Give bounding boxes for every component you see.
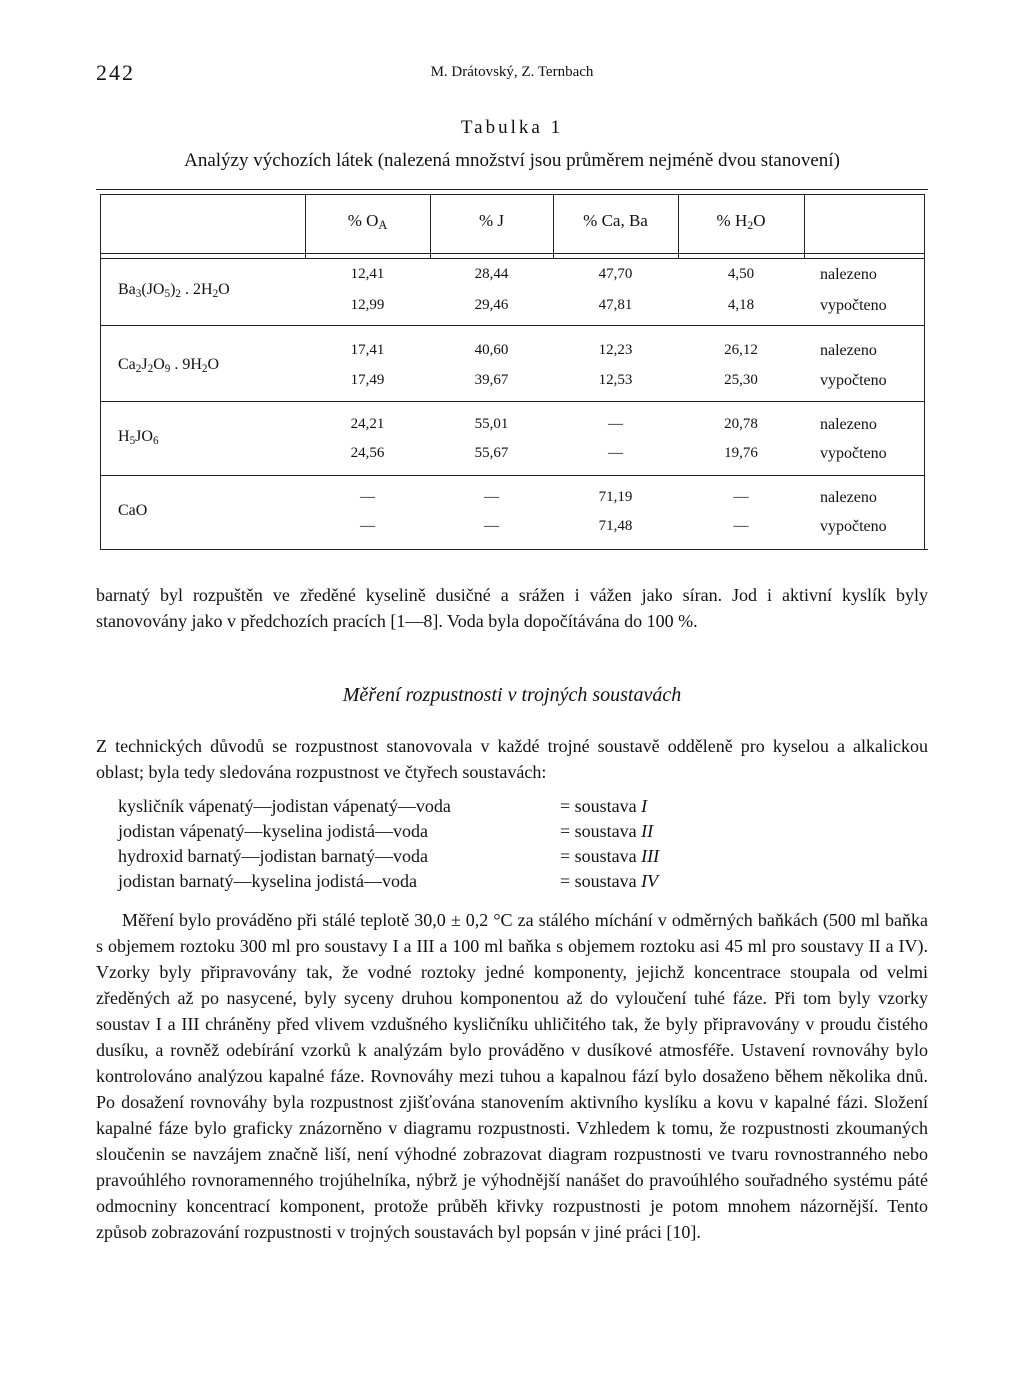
- table-cell: —: [484, 518, 499, 534]
- table-rule: [100, 194, 101, 549]
- system-label: = soustava IV: [560, 871, 659, 891]
- calc-label: vypočteno: [820, 372, 887, 389]
- calc-label: vypočteno: [820, 518, 887, 535]
- table-rule: [100, 194, 924, 195]
- table-title: Tabulka 1: [460, 117, 564, 138]
- column-header: % J: [478, 211, 505, 230]
- table-cell: 24,21: [350, 416, 385, 432]
- calc-label: vypočteno: [820, 445, 887, 462]
- system-name: jodistan vápenatý—kyselina jodistá—voda: [118, 821, 428, 841]
- table-rule: [100, 258, 924, 259]
- paragraph: barnatý byl rozpuštěn ve zředěné kyselině dusičné a srážen i vážen jako síran. Jod i aktivní kyslík byly stanovovány jako v předchozích pracích [1—8]. Voda byla dopočítávána do 100 %.: [96, 585, 928, 631]
- table-caption: Analýzy výchozích látek (nalezená množství jsou průměrem nejméně dvou stanovení): [184, 150, 840, 171]
- table-cell: 20,78: [724, 416, 758, 432]
- table-cell: —: [608, 416, 623, 432]
- table-cell: 55,67: [474, 445, 509, 461]
- table-cell: 19,76: [724, 445, 758, 461]
- table-cell: —: [360, 518, 375, 534]
- system-name: jodistan barnatý—kyselina jodistá—voda: [118, 871, 417, 891]
- table-rule: [804, 194, 805, 258]
- row-label: $Ca_2J_2O_9$ . $9H_2O$: [118, 356, 220, 375]
- system-label: = soustava II: [560, 821, 654, 841]
- table-cell: —: [733, 489, 749, 505]
- page-number: 242: [96, 60, 135, 85]
- row-label: CaO: [118, 502, 148, 519]
- table-cell: 47,70: [598, 266, 633, 282]
- table-cell: 12,41: [350, 266, 385, 282]
- system-label: = soustava III: [560, 846, 660, 866]
- table-top-rule: [96, 189, 928, 190]
- table-cell: 4,18: [727, 297, 755, 313]
- table-rule: [100, 253, 924, 254]
- table-bottom-rule: [100, 549, 928, 550]
- table-cell: 26,12: [724, 342, 758, 358]
- table-cell: 28,44: [474, 266, 509, 282]
- column-header: % Ca, Ba: [583, 211, 648, 230]
- table-cell: 71,48: [598, 518, 633, 534]
- table-cell: 40,60: [474, 342, 509, 358]
- table-cell: 71,19: [598, 489, 633, 505]
- calc-label: vypočteno: [820, 297, 887, 314]
- found-label: nalezeno: [820, 266, 877, 283]
- table-rule: [100, 325, 924, 326]
- section-heading: Měření rozpustnosti v trojných soustavách: [342, 684, 682, 706]
- table-cell: —: [608, 445, 623, 461]
- table-cell: 39,67: [474, 372, 509, 388]
- system-name: kysličník vápenatý—jodistan vápenatý—voda: [118, 796, 451, 816]
- table-cell: 17,41: [350, 342, 385, 358]
- found-label: nalezeno: [820, 342, 877, 359]
- table-cell: —: [733, 518, 749, 534]
- row-label: $H_5JO_6$: [118, 428, 159, 447]
- paragraph: Z technických důvodů se rozpustnost stanovovala v každé trojné soustavě odděleně pro kyselou a alkalickou oblast; byla tedy sledována rozpustnost ve čtyřech soustavách:: [96, 736, 928, 782]
- table-cell: 47,81: [598, 297, 633, 313]
- table-cell: —: [484, 489, 499, 505]
- table-cell: 29,46: [474, 297, 509, 313]
- table-cell: —: [360, 489, 375, 505]
- table-cell: 4,50: [727, 266, 755, 282]
- row-label: $Ba_3(JO_5)_2$ . $2H_2O$: [118, 281, 230, 300]
- running-header: M. Drátovský, Z. Ternbach: [430, 64, 594, 80]
- column-header: % $O_A$: [347, 211, 388, 233]
- table-cell: 12,53: [598, 372, 633, 388]
- table-rule: [100, 475, 924, 476]
- found-label: nalezeno: [820, 489, 877, 506]
- table-rule: [100, 401, 924, 402]
- table-rule: [924, 194, 925, 549]
- system-label: = soustava I: [560, 796, 648, 816]
- system-name: hydroxid barnatý—jodistan barnatý—voda: [118, 846, 428, 866]
- table-cell: 12,99: [350, 297, 385, 313]
- table-cell: 24,56: [350, 445, 385, 461]
- table-cell: 55,01: [474, 416, 509, 432]
- column-header: % $H_2O$: [716, 211, 766, 232]
- paragraph: Měření bylo prováděno při stálé teplotě 30,0 ± 0,2 °C za stálého míchání v odměrných baňkách (500 ml baňka s objemem roztoku 300 ml pro soustavy I a III a 100 ml baňka s objemem roztoku asi 45 ml pro soustavy II a IV). Vzorky byly připravovány tak, že vodné roztoky jedné komponenty, jejichž koncentrace stoupala od velmi zředěných až po nasycené, byly syceny druhou komponentou až do vyloučení tuhé fáze. Při tom byly vzorky soustav I a III chráněny před vlivem vzdušného kysličníku uhličitého tak, že byly připravovány v proudu čistého dusíku, a rovněž odebírání vzorků k analýzám bylo prováděno v dusíkové atmosféře. Ustavení rovnováhy bylo kontrolováno analýzou kapalné fáze. Rovnováhy mezi tuhou a kapalnou fází bylo dosaženo během několika dnů. Po dosažení rovnováhy byla rozpustnost zjišťována stanovením aktivního kyslíku a kovu v kapalné fázi. Složení kapalné fáze bylo graficky znázorněno v diagramu rozpustnosti. Vzhledem k tomu, že rozpustnosti zkoumaných sloučenin se navzájem značně liší, není výhodné zobrazovat diagram rozpustnosti ve tvaru rovnostranného nebo pravoúhlého rovnoramenného trojúhelníka, nýbrž je výhodnější nanášet do pravoúhlého souřadného systému páté odmocniny koncentrací komponent, protože průběh křivky rozpustnosti je potom mnohem názornější. Tento způsob zobrazování rozpustnosti v trojných soustavách byl popsán v jiné práci [10].: [96, 910, 928, 1242]
- table-cell: 25,30: [724, 372, 758, 388]
- table-cell: 17,49: [350, 372, 385, 388]
- found-label: nalezeno: [820, 416, 877, 433]
- table-cell: 12,23: [598, 342, 633, 358]
